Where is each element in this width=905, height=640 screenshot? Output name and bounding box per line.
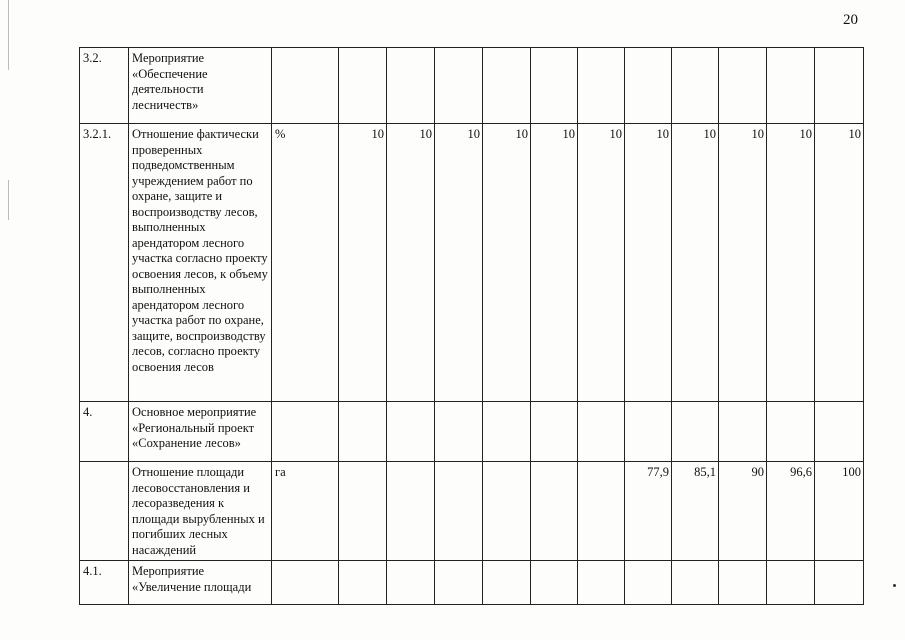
row-code: 3.2.1. (80, 124, 129, 402)
row-value (815, 402, 864, 462)
row-code: 3.2. (80, 48, 129, 124)
row-value: 96,6 (767, 462, 815, 561)
row-value (767, 561, 815, 605)
row-name: Мероприятие «Обеспечение деятельности лесничеств» (129, 48, 272, 124)
row-unit (272, 48, 339, 124)
row-value: 77,9 (625, 462, 672, 561)
row-value: 10 (815, 124, 864, 402)
row-value (339, 402, 387, 462)
row-value (435, 402, 483, 462)
row-value: 10 (339, 124, 387, 402)
row-value (625, 402, 672, 462)
row-value: 10 (625, 124, 672, 402)
row-value (483, 402, 531, 462)
table-row (80, 48, 864, 124)
row-value: 10 (672, 124, 719, 402)
indicator-table (79, 47, 864, 605)
row-value (672, 402, 719, 462)
row-value (483, 48, 531, 124)
table-row (80, 402, 864, 462)
row-value: 10 (719, 124, 767, 402)
row-value (531, 402, 578, 462)
page-number: 20 (843, 12, 858, 28)
row-value (483, 561, 531, 605)
scan-artifact (8, 0, 9, 70)
row-name: Мероприятие «Увеличение площади (129, 561, 272, 605)
row-name: Отношение фактически проверенных подведомственным учреждением работ по охране, защите и воспроизводству лесов, выполненных арендатором лесного участка согласно проекту освоения лесов, к объему выполненных арендатором лесного участка работ по охране, защите, воспроизводству лесов, согласно проекту освоения лесов (129, 124, 272, 402)
row-value (719, 402, 767, 462)
row-value (339, 48, 387, 124)
row-value (578, 48, 625, 124)
row-value (339, 561, 387, 605)
row-value (672, 48, 719, 124)
row-value: 85,1 (672, 462, 719, 561)
row-value: 10 (387, 124, 435, 402)
row-value (387, 48, 435, 124)
row-value: 10 (435, 124, 483, 402)
row-value (531, 561, 578, 605)
row-name: Отношение площади лесовосстановления и лесоразведения к площади вырубленных и погибших лесных насаждений (129, 462, 272, 561)
row-value (339, 462, 387, 561)
row-value (578, 462, 625, 561)
scan-dot (893, 584, 896, 587)
table-row (80, 124, 864, 402)
row-value (625, 48, 672, 124)
row-value: 100 (815, 462, 864, 561)
row-value (387, 462, 435, 561)
row-value (767, 48, 815, 124)
row-value (531, 462, 578, 561)
row-unit (272, 561, 339, 605)
row-value: 10 (578, 124, 625, 402)
row-value: 10 (483, 124, 531, 402)
row-unit: га (272, 462, 339, 561)
scan-artifact (8, 180, 9, 220)
row-value (719, 48, 767, 124)
row-value (578, 402, 625, 462)
row-value (719, 561, 767, 605)
row-name: Основное мероприятие «Региональный проект «Сохранение лесов» (129, 402, 272, 462)
table-row (80, 462, 864, 561)
row-value (387, 561, 435, 605)
row-value (531, 48, 578, 124)
row-code: 4. (80, 402, 129, 462)
row-value (483, 462, 531, 561)
row-code: 4.1. (80, 561, 129, 605)
row-value (815, 48, 864, 124)
row-value: 10 (767, 124, 815, 402)
row-value (435, 561, 483, 605)
row-code (80, 462, 129, 561)
row-unit: % (272, 124, 339, 402)
row-value (625, 561, 672, 605)
row-value (767, 402, 815, 462)
row-value (578, 561, 625, 605)
row-value (672, 561, 719, 605)
row-value: 10 (531, 124, 578, 402)
row-unit (272, 402, 339, 462)
row-value (815, 561, 864, 605)
row-value: 90 (719, 462, 767, 561)
row-value (435, 462, 483, 561)
row-value (435, 48, 483, 124)
table-row (80, 561, 864, 605)
row-value (387, 402, 435, 462)
